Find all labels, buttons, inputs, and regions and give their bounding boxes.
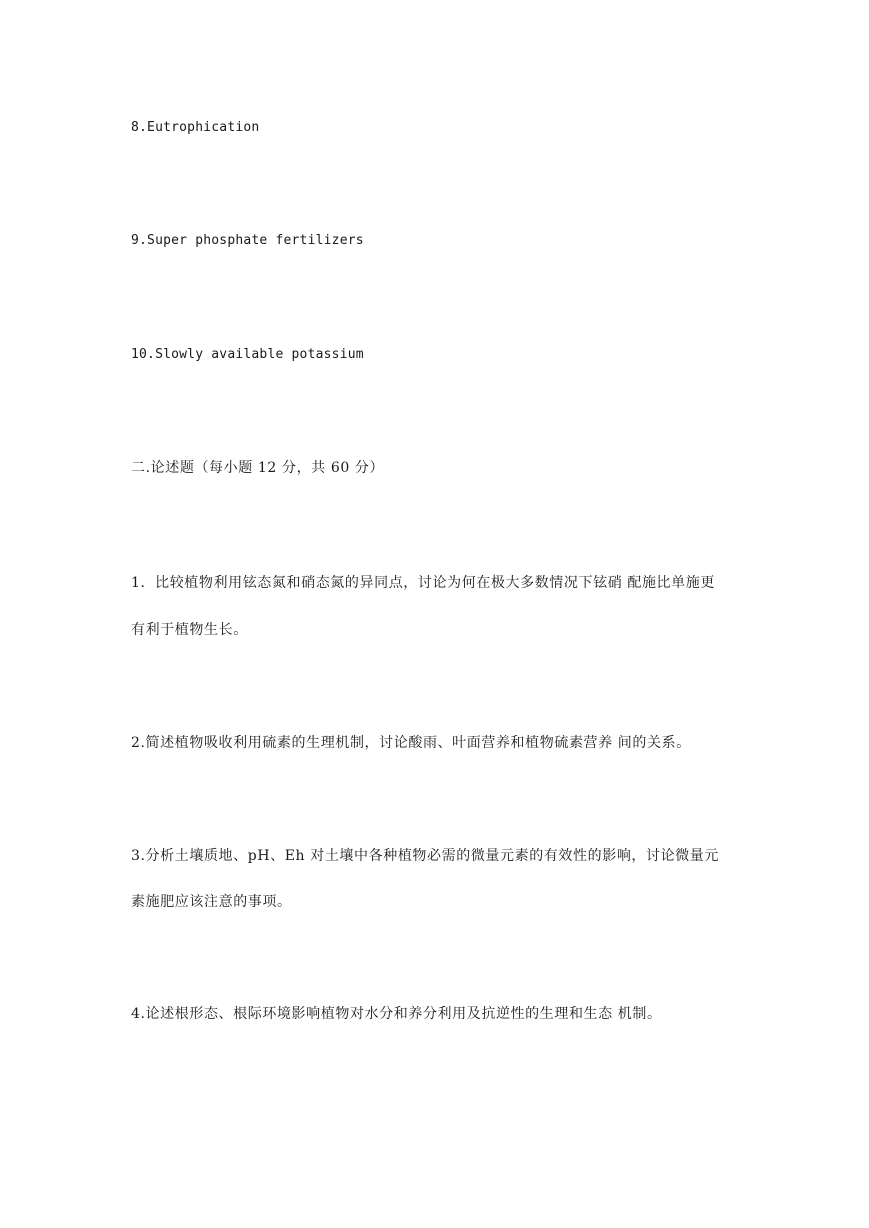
term-10: 10.Slowly available potassium [131,347,364,362]
section-heading: 二.论述题（每小题 12 分，共 60 分） [131,460,385,476]
question-1-line-1: 1．比较植物利用铉态氮和硝态氮的异同点，讨论为何在极大多数情况下铉硝 配施比单施更 [131,575,715,591]
term-9: 9.Super phosphate fertilizers [131,233,364,248]
question-3-line-2: 素施肥应该注意的事项。 [131,894,292,910]
question-2-line-1: 2.简述植物吸收利用硫素的生理机制，讨论酸雨、叶面营养和植物硫素营养 间的关系。 [131,735,691,751]
question-1-line-2: 有利于植物生长。 [131,622,248,638]
question-3-line-1: 3.分析土壤质地、pH、Eh 对土壤中各种植物必需的微量元素的有效性的影响，讨论微量元 [131,848,720,864]
term-8: 8.Eutrophication [131,120,260,135]
question-4-line-1: 4.论述根形态、根际环境影响植物对水分和养分利用及抗逆性的生理和生态 机制。 [131,1006,662,1022]
